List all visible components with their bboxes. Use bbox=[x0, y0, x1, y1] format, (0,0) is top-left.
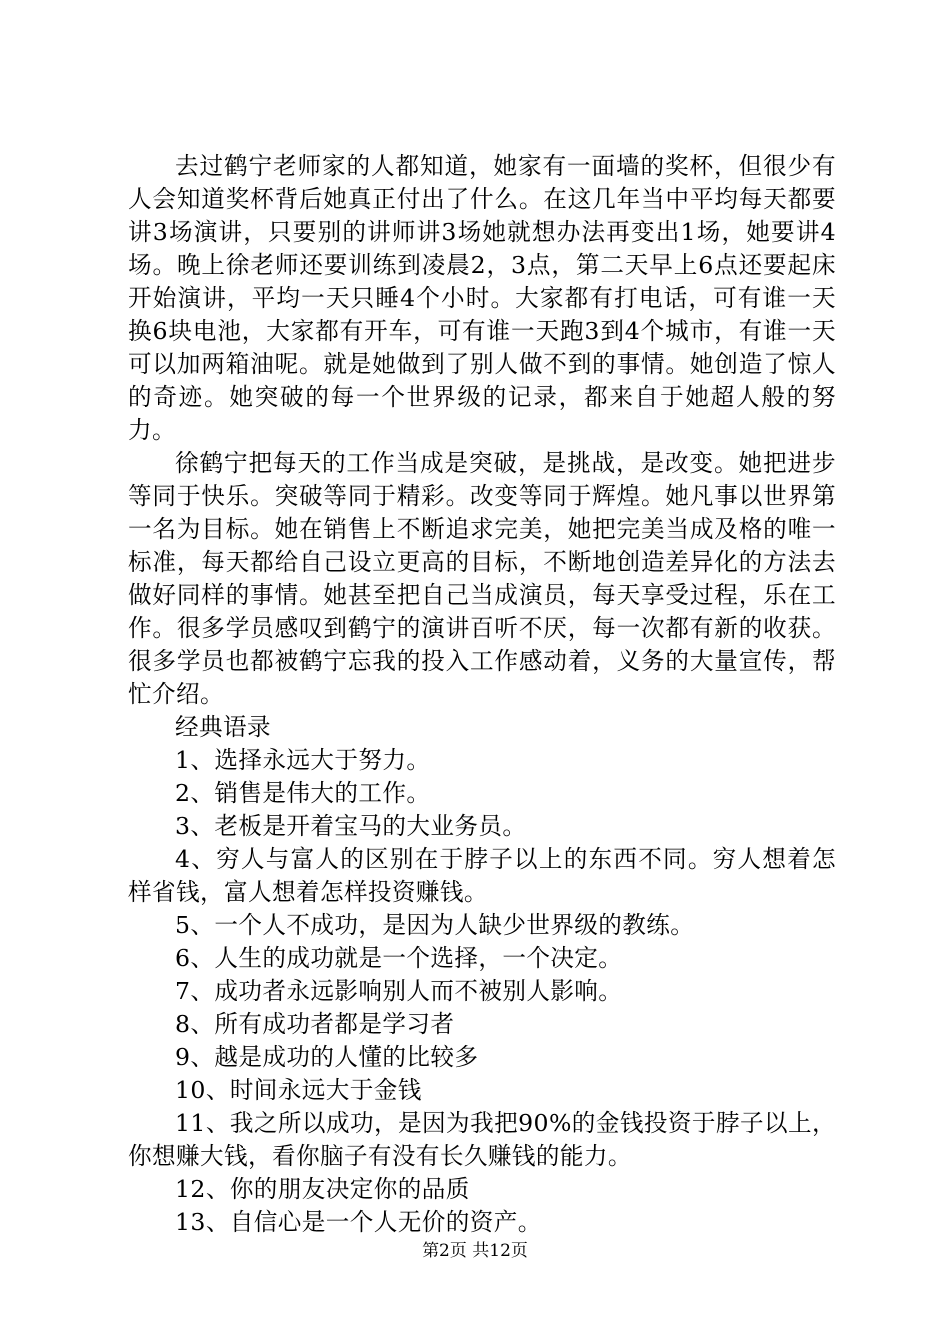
page-footer: 第2页 共12页 bbox=[422, 1241, 528, 1261]
document-body bbox=[128, 150, 836, 1239]
quote-item: 5、一个人不成功，是因为人缺少世界级的教练。 bbox=[175, 911, 695, 939]
quote-item: 8、所有成功者都是学习者 bbox=[175, 1010, 455, 1038]
quote-item: 13、自信心是一个人无价的资产。 bbox=[175, 1208, 542, 1236]
quote-item: 11、我之所以成功，是因为我把90%的金钱投资于脖子以上，你想赚大钱，看你脑子有没有长久赚钱的能力。 bbox=[128, 1109, 836, 1170]
quote-item: 3、老板是开着宝马的大业务员。 bbox=[175, 812, 527, 840]
section-title: 经典语录 bbox=[175, 713, 271, 741]
body-paragraph-1: 去过鹤宁老师家的人都知道，她家有一面墙的奖杯，但很少有人会知道奖杯背后她真正付出了什么。在这几年当中平均每天都要讲3场演讲，只要别的讲师讲3场她就想办法再变出1场，她要讲4场。晚上徐老师还要训练到凌晨2，3点，第二天早上6点还要起床开始演讲，平均一天只睡4个小时。大家都有打电话，可有谁一天换6块电池，大家都有开车，可有谁一天跑3到4个城市，有谁一天可以加两箱油呢。就是她做到了别人做不到的事情。她创造了惊人的奇迹。她突破的每一个世界级的记录，都来自于她超人般的努力。 bbox=[128, 152, 836, 444]
body-paragraph-2: 徐鹤宁把每天的工作当成是突破，是挑战，是改变。她把进步等同于快乐。突破等同于精彩。改变等同于辉煌。她凡事以世界第一名为目标。她在销售上不断追求完美，她把完美当成及格的唯一标准，每天都给自己设立更高的目标，不断地创造差异化的方法去做好同样的事情。她甚至把自己当成演员，每天享受过程，乐在工作。很多学员感叹到鹤宁的演讲百听不厌，每一次都有新的收获。很多学员也都被鹤宁忘我的投入工作感动着，义务的大量宣传，帮忙介绍。 bbox=[128, 449, 836, 708]
quote-item: 7、成功者永远影响别人而不被别人影响。 bbox=[175, 977, 623, 1005]
quote-item: 4、穷人与富人的区别在于脖子以上的东西不同。穷人想着怎样省钱，富人想着怎样投资赚钱。 bbox=[128, 845, 836, 906]
quote-item: 6、人生的成功就是一个选择，一个决定。 bbox=[175, 944, 623, 972]
quote-item: 1、选择永远大于努力。 bbox=[175, 746, 431, 774]
quote-item: 9、越是成功的人懂的比较多 bbox=[175, 1043, 479, 1071]
quote-item: 12、你的朋友决定你的品质 bbox=[175, 1175, 470, 1203]
quote-item: 2、销售是伟大的工作。 bbox=[175, 779, 431, 807]
quote-item: 10、时间永远大于金钱 bbox=[175, 1076, 422, 1104]
